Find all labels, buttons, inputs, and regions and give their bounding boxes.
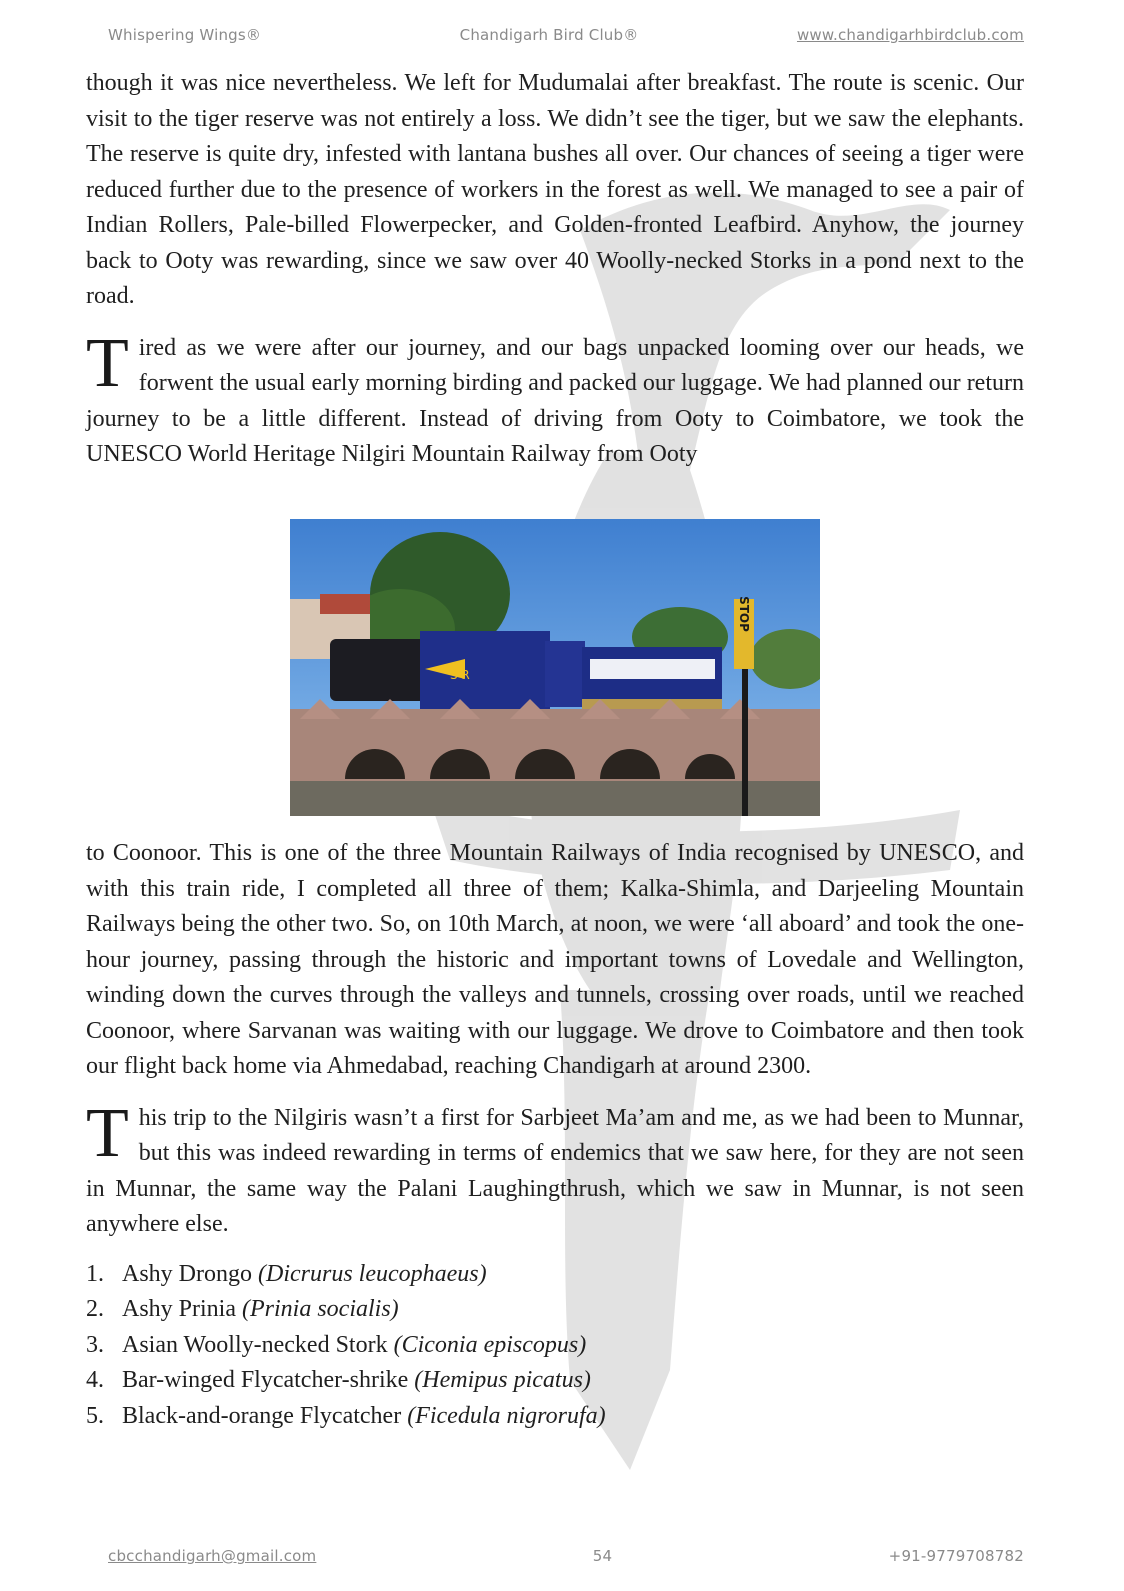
list-item xyxy=(86,1328,1024,1364)
article-bottom xyxy=(86,836,1024,1434)
bird-name: Black-and-orange Flycatcher xyxy=(122,1402,402,1429)
paragraph-4 xyxy=(86,1094,1024,1243)
train-photo xyxy=(290,519,820,816)
bird-name: Ashy Drongo xyxy=(122,1260,252,1287)
list-item xyxy=(86,1292,1024,1328)
loco-letters: S R xyxy=(450,668,470,682)
page-header xyxy=(108,26,1024,44)
page-footer xyxy=(108,1547,1024,1565)
paragraph-2-text: ired as we were after our journey, and our bags unpacked looming over our heads, we forwent the usual early morning birding and packed our luggage. We had planned our return journey to be a little different. Instead of driving from Ooty to Coimbatore, we took the UNESCO World Heritage Nilgiri Mountain Railway from Ooty xyxy=(86,334,1024,467)
bird-name: Ashy Prinia xyxy=(122,1296,236,1322)
list-number: 2. xyxy=(86,1296,104,1322)
paragraph-2 xyxy=(86,324,1024,473)
header-publication: Whispering Wings® xyxy=(108,26,262,44)
scientific-name: (Hemipus picatus) xyxy=(414,1367,591,1393)
list-item xyxy=(86,1363,1024,1399)
scientific-name: (Ficedula nigrorufa) xyxy=(407,1402,606,1429)
header-website-link[interactable]: www.chandigarhbirdclub.com xyxy=(796,26,1024,44)
article-top xyxy=(86,66,1024,473)
list-number: 5. xyxy=(86,1402,104,1429)
footer-email-link[interactable]: cbcchandigarh@gmail.com xyxy=(108,1547,317,1565)
list-number: 1. xyxy=(86,1260,104,1287)
list-item xyxy=(86,1257,1024,1293)
scientific-name: (Ciconia episcopus) xyxy=(393,1331,587,1358)
footer-phone: +91-9779708782 xyxy=(888,1547,1024,1565)
drop-cap: T xyxy=(86,324,129,402)
header-club: Chandigarh Bird Club® xyxy=(459,26,639,44)
page-number: 54 xyxy=(592,1547,613,1565)
paragraph-1: though it was nice nevertheless. We left for Mudumalai after breakfast. The route is scenic. Our visit to the tiger reserve was not entirely a loss. We didn’t see the tiger, but we saw the elephants. The reserve is quite dry, infested with lantana bushes all over. Our chances of seeing a tiger were reduced further due to the presence of workers in the forest as well. We managed to see a pair of Indian Rollers, Pale-billed Flowerpecker, and Golden-fronted Leafbird. Anyhow, the journey back to Ooty was rewarding, since we saw over 40 Woolly-necked Storks in a pond next to the road. xyxy=(86,70,1024,309)
bird-list xyxy=(86,1257,1024,1435)
scientific-name: (Dicrurus leucophaeus) xyxy=(258,1260,487,1287)
paragraph-3: to Coonoor. This is one of the three Mountain Railways of India recognised by UNESCO, and with this train ride, I completed all three of them; Kalka-Shimla, and Darjeeling Mountain Railways being the other two. So, on 10th March, at noon, we were ‘all aboard’ and took the one-hour journey, passing through the historic and important towns of Lovedale and Wellington, winding down the curves through the valleys and tunnels, crossing over roads, until we reached Coonoor, where Sarvanan was waiting with our luggage. We drove to Coimbatore and then took our flight back home via Ahmedabad, reaching Chandigarh at around 2300. xyxy=(86,840,1024,1079)
scientific-name: (Prinia socialis) xyxy=(242,1296,399,1322)
bird-name: Asian Woolly-necked Stork xyxy=(122,1331,388,1358)
drop-cap: T xyxy=(86,1094,129,1172)
stop-sign-text: STOP xyxy=(737,596,751,632)
list-item xyxy=(86,1399,1024,1435)
bird-name: Bar-winged Flycatcher-shrike xyxy=(122,1367,409,1393)
list-number: 3. xyxy=(86,1331,104,1358)
list-number: 4. xyxy=(86,1367,104,1393)
paragraph-4-text: his trip to the Nilgiris wasn’t a first for Sarbjeet Ma’am and me, as we had been to Munnar, but this was indeed rewarding in terms of endemics that we saw here, for they are not seen in Munnar, the same way the Palani Laughingthrush, which we saw in Munnar, is not seen anywhere else. xyxy=(86,1104,1024,1237)
